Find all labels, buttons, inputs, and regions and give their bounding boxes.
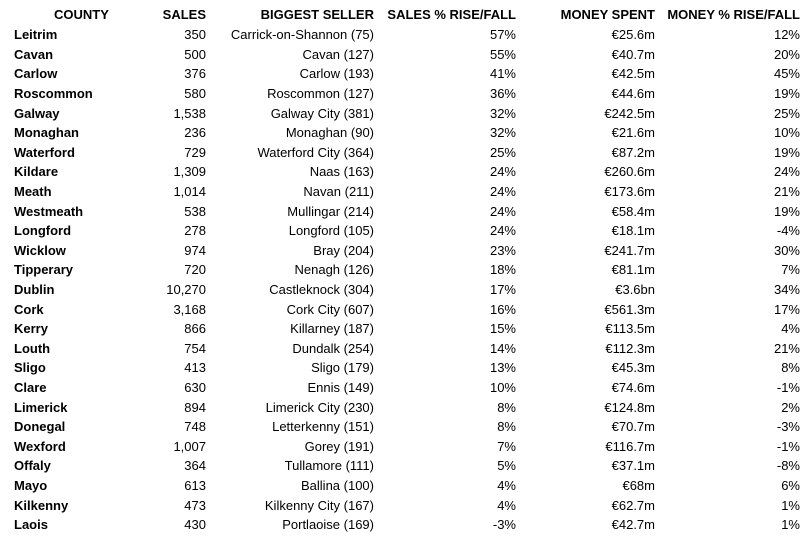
money-change-cell: 19% — [773, 86, 800, 102]
biggest-seller-cell: Ballina (100) — [301, 477, 374, 493]
biggest-seller-cell: Roscommon (127) — [267, 86, 374, 102]
biggest-seller-cell: Longford (105) — [288, 223, 374, 239]
table-row — [0, 280, 800, 300]
county-cell: Offaly — [14, 458, 51, 474]
money-spent-cell: €112.3m — [605, 340, 655, 356]
money-spent-cell: €40.7m — [611, 46, 655, 62]
table-row — [0, 456, 800, 476]
money-change-cell: 30% — [773, 242, 800, 258]
money-change-cell: -4% — [776, 223, 800, 239]
sales-change-cell: 41% — [489, 66, 516, 82]
sales-change-cell: 55% — [489, 46, 516, 62]
biggest-seller-cell: Carrick-on-Shannon (75) — [230, 27, 374, 43]
sales-change-cell: 57% — [489, 27, 516, 43]
table-row — [0, 25, 800, 45]
header-county: COUNTY — [54, 6, 109, 22]
county-cell: Limerick — [14, 399, 68, 415]
money-spent-cell: €116.7m — [605, 438, 655, 454]
money-spent-cell: €3.6bn — [615, 282, 655, 298]
sales-change-cell: 5% — [497, 458, 516, 474]
sales-cell: 430 — [184, 517, 206, 533]
money-spent-cell: €242.5m — [604, 105, 655, 121]
biggest-seller-cell: Killarney (187) — [290, 321, 374, 337]
county-cell: Roscommon — [14, 86, 93, 102]
table-row — [0, 64, 800, 84]
money-change-cell: 4% — [781, 321, 800, 337]
table-row — [0, 182, 800, 202]
biggest-seller-cell: Kilkenny City (167) — [264, 497, 374, 513]
money-spent-cell: €74.6m — [611, 379, 655, 395]
county-cell: Longford — [14, 223, 72, 239]
table-row — [0, 221, 800, 241]
county-cell: Cork — [14, 301, 44, 317]
sales-cell: 1,538 — [173, 105, 206, 121]
money-change-cell: 7% — [781, 262, 800, 278]
money-change-cell: 2% — [781, 399, 800, 415]
sales-cell: 376 — [184, 66, 206, 82]
money-change-cell: -3% — [776, 419, 800, 435]
sales-change-cell: 24% — [489, 203, 516, 219]
table-row — [0, 123, 800, 143]
money-spent-cell: €260.6m — [604, 164, 655, 180]
money-spent-cell: €45.3m — [611, 360, 655, 376]
biggest-seller-cell: Letterkenny (151) — [272, 419, 374, 435]
sales-change-cell: 32% — [489, 125, 516, 141]
money-spent-cell: €241.7m — [604, 242, 655, 258]
sales-cell: 974 — [184, 242, 206, 258]
sales-cell: 473 — [184, 497, 206, 513]
table-row — [0, 45, 800, 65]
table-row — [0, 241, 800, 261]
sales-cell: 236 — [184, 125, 206, 141]
sales-cell: 1,014 — [173, 184, 206, 200]
sales-cell: 748 — [184, 419, 206, 435]
county-sales-table — [0, 3, 800, 534]
money-spent-cell: €44.6m — [611, 86, 655, 102]
biggest-seller-cell: Nenagh (126) — [294, 262, 374, 278]
county-cell: Monaghan — [14, 125, 79, 141]
county-cell: Wexford — [14, 438, 66, 454]
county-cell: Kilkenny — [14, 497, 69, 513]
money-spent-cell: €42.5m — [611, 66, 655, 82]
money-change-cell: 8% — [781, 360, 800, 376]
money-change-cell: 24% — [773, 164, 800, 180]
county-cell: Leitrim — [14, 27, 58, 43]
table-row — [0, 515, 800, 535]
sales-cell: 364 — [184, 458, 206, 474]
sales-change-cell: 14% — [489, 340, 516, 356]
table-row — [0, 476, 800, 496]
county-cell: Cavan — [14, 46, 54, 62]
table-row — [0, 162, 800, 182]
money-spent-cell: €124.8m — [604, 399, 655, 415]
sales-cell: 3,168 — [173, 301, 206, 317]
money-spent-cell: €68m — [622, 477, 655, 493]
sales-change-cell: 36% — [489, 86, 516, 102]
money-spent-cell: €81.1m — [611, 262, 655, 278]
money-change-cell: 17% — [773, 301, 800, 317]
money-change-cell: 45% — [773, 66, 800, 82]
sales-change-cell: 24% — [489, 164, 516, 180]
biggest-seller-cell: Limerick City (230) — [265, 399, 374, 415]
county-cell: Kildare — [14, 164, 59, 180]
biggest-seller-cell: Castleknock (304) — [269, 282, 374, 298]
sales-change-cell: 23% — [489, 242, 516, 258]
money-change-cell: -8% — [776, 458, 800, 474]
county-cell: Mayo — [14, 477, 48, 493]
county-cell: Waterford — [14, 144, 75, 160]
sales-cell: 720 — [184, 262, 206, 278]
sales-change-cell: 8% — [497, 399, 516, 415]
biggest-seller-cell: Sligo (179) — [311, 360, 374, 376]
money-spent-cell: €58.4m — [611, 203, 655, 219]
table-row — [0, 84, 800, 104]
sales-change-cell: 8% — [497, 419, 516, 435]
header-sales-change: SALES % RISE/FALL — [387, 6, 516, 22]
money-spent-cell: €42.7m — [611, 517, 655, 533]
sales-change-cell: 18% — [489, 262, 516, 278]
table-row — [0, 260, 800, 280]
sales-change-cell: 24% — [489, 184, 516, 200]
biggest-seller-cell: Navan (211) — [303, 184, 374, 200]
money-change-cell: 6% — [781, 477, 800, 493]
table-row — [0, 103, 800, 123]
sales-cell: 413 — [184, 360, 206, 376]
sales-cell: 613 — [184, 477, 206, 493]
biggest-seller-cell: Waterford City (364) — [257, 144, 374, 160]
table-row — [0, 299, 800, 319]
biggest-seller-cell: Galway City (381) — [270, 105, 374, 121]
money-change-cell: 1% — [781, 497, 800, 513]
table-row — [0, 143, 800, 163]
sales-cell: 350 — [184, 27, 206, 43]
money-spent-cell: €18.1m — [611, 223, 655, 239]
sales-change-cell: 15% — [489, 321, 516, 337]
header-biggest-seller: BIGGEST SELLER — [260, 6, 374, 22]
county-cell: Donegal — [14, 419, 66, 435]
table-row — [0, 417, 800, 437]
sales-change-cell: 10% — [489, 379, 516, 395]
sales-change-cell: 32% — [489, 105, 516, 121]
money-change-cell: 1% — [781, 517, 800, 533]
county-cell: Sligo — [14, 360, 46, 376]
sales-change-cell: 4% — [497, 497, 516, 513]
sales-change-cell: -3% — [492, 517, 516, 533]
money-change-cell: -1% — [776, 438, 800, 454]
money-spent-cell: €25.6m — [611, 27, 655, 43]
county-cell: Carlow — [14, 66, 58, 82]
table-row — [0, 397, 800, 417]
biggest-seller-cell: Carlow (193) — [299, 66, 374, 82]
biggest-seller-cell: Monaghan (90) — [285, 125, 374, 141]
money-change-cell: -1% — [776, 379, 800, 395]
table-row — [0, 358, 800, 378]
money-change-cell: 12% — [773, 27, 800, 43]
biggest-seller-cell: Naas (163) — [309, 164, 374, 180]
money-change-cell: 20% — [773, 46, 800, 62]
money-change-cell: 21% — [773, 340, 800, 356]
table-row — [0, 378, 800, 398]
biggest-seller-cell: Ennis (149) — [307, 379, 374, 395]
money-spent-cell: €62.7m — [611, 497, 655, 513]
sales-cell: 10,270 — [166, 282, 206, 298]
biggest-seller-cell: Gorey (191) — [304, 438, 374, 454]
sales-cell: 729 — [184, 144, 206, 160]
sales-change-cell: 17% — [489, 282, 516, 298]
sales-cell: 1,007 — [173, 438, 206, 454]
county-cell: Dublin — [14, 282, 55, 298]
sales-cell: 894 — [184, 399, 206, 415]
county-cell: Laois — [14, 517, 48, 533]
biggest-seller-cell: Portlaoise (169) — [282, 517, 374, 533]
money-spent-cell: €113.5m — [605, 321, 655, 337]
money-change-cell: 34% — [773, 282, 800, 298]
money-spent-cell: €173.6m — [604, 184, 655, 200]
money-change-cell: 19% — [773, 203, 800, 219]
money-change-cell: 25% — [773, 105, 800, 121]
table-row — [0, 201, 800, 221]
table-row — [0, 436, 800, 456]
county-cell: Louth — [14, 340, 51, 356]
sales-cell: 580 — [184, 86, 206, 102]
header-money-change: MONEY % RISE/FALL — [667, 6, 800, 22]
sales-cell: 754 — [184, 340, 206, 356]
county-cell: Tipperary — [14, 262, 74, 278]
county-cell: Galway — [14, 105, 60, 121]
biggest-seller-cell: Bray (204) — [313, 242, 374, 258]
table-row — [0, 495, 800, 515]
table-row — [0, 319, 800, 339]
money-spent-cell: €70.7m — [611, 419, 655, 435]
money-change-cell: 21% — [773, 184, 800, 200]
header-money-spent: MONEY SPENT — [560, 6, 655, 22]
biggest-seller-cell: Cork City (607) — [286, 301, 374, 317]
table-row — [0, 339, 800, 359]
biggest-seller-cell: Tullamore (111) — [284, 458, 374, 474]
sales-change-cell: 16% — [489, 301, 516, 317]
sales-cell: 630 — [184, 379, 206, 395]
sales-cell: 538 — [184, 203, 206, 219]
sales-change-cell: 7% — [497, 438, 516, 454]
money-spent-cell: €21.6m — [611, 125, 655, 141]
county-cell: Clare — [14, 379, 47, 395]
table-header-row — [0, 3, 800, 25]
biggest-seller-cell: Mullingar (214) — [287, 203, 374, 219]
money-change-cell: 10% — [773, 125, 800, 141]
sales-cell: 278 — [184, 223, 206, 239]
sales-change-cell: 4% — [497, 477, 516, 493]
sales-cell: 866 — [184, 321, 206, 337]
county-cell: Wicklow — [14, 242, 66, 258]
county-cell: Kerry — [14, 321, 48, 337]
money-spent-cell: €87.2m — [611, 144, 655, 160]
biggest-seller-cell: Cavan (127) — [302, 46, 374, 62]
biggest-seller-cell: Dundalk (254) — [292, 340, 374, 356]
sales-change-cell: 13% — [489, 360, 516, 376]
table-body — [0, 25, 800, 534]
county-cell: Meath — [14, 184, 52, 200]
sales-change-cell: 24% — [489, 223, 516, 239]
money-spent-cell: €37.1m — [611, 458, 655, 474]
sales-change-cell: 25% — [489, 144, 516, 160]
sales-cell: 500 — [184, 46, 206, 62]
header-sales: SALES — [162, 6, 206, 22]
sales-cell: 1,309 — [173, 164, 206, 180]
county-cell: Westmeath — [14, 203, 84, 219]
money-spent-cell: €561.3m — [604, 301, 655, 317]
money-change-cell: 19% — [773, 144, 800, 160]
